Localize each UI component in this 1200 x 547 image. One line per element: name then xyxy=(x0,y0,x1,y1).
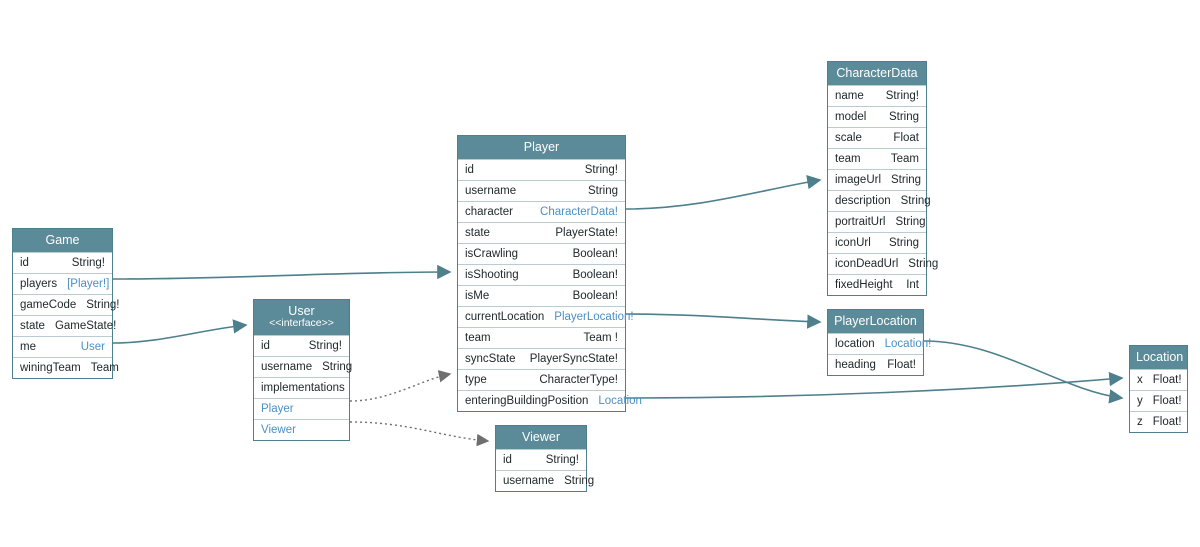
entity-title-text: PlayerLocation xyxy=(834,314,917,328)
entity-title xyxy=(254,300,349,335)
table-row[interactable] xyxy=(828,148,926,169)
field-type: Float! xyxy=(1152,374,1182,387)
field-name: iconUrl xyxy=(835,237,871,250)
field-name: isMe xyxy=(465,290,490,303)
field-type: Int xyxy=(906,279,919,292)
table-row[interactable] xyxy=(254,398,349,419)
field-name: portraitUrl xyxy=(835,216,886,229)
field-name: iconDeadUrl xyxy=(835,258,899,271)
field-name: id xyxy=(20,257,29,270)
entity-title-text: Viewer xyxy=(522,430,560,444)
field-name: character xyxy=(465,206,513,219)
field-type: GameState! xyxy=(54,320,117,333)
table-row[interactable] xyxy=(254,377,349,398)
table-row[interactable] xyxy=(828,333,932,354)
edge-playerlocation-location-location xyxy=(924,341,1122,398)
field-name: username xyxy=(503,475,555,488)
field-type: String xyxy=(908,258,939,271)
field-name: imageUrl xyxy=(835,174,882,187)
entity-title-text: Player xyxy=(523,140,560,154)
field-type: Boolean! xyxy=(572,269,618,282)
entity-stereotype: <<interface>> xyxy=(269,317,334,330)
field-type: String xyxy=(888,237,919,250)
table-row[interactable] xyxy=(828,127,926,148)
table-row[interactable] xyxy=(458,327,625,348)
edge-game-players-player xyxy=(113,272,450,279)
entity-characterdata[interactable] xyxy=(827,61,939,296)
table-row[interactable] xyxy=(828,190,931,211)
field-type: String! xyxy=(545,454,579,467)
field-name: team xyxy=(465,332,491,345)
field-name: Viewer xyxy=(261,423,296,436)
field-name: id xyxy=(261,339,270,352)
table-row[interactable] xyxy=(13,252,112,273)
field-type: String! xyxy=(885,90,919,103)
field-type: String! xyxy=(86,299,120,312)
field-type: Float xyxy=(893,132,919,145)
table-row[interactable] xyxy=(828,85,926,106)
entity-location[interactable] xyxy=(1129,345,1188,433)
field-name: gameCode xyxy=(20,299,77,312)
field-name: username xyxy=(261,360,313,373)
table-row[interactable] xyxy=(254,356,353,377)
entity-title xyxy=(828,310,923,333)
field-name: syncState xyxy=(465,353,516,366)
table-row[interactable] xyxy=(496,449,586,470)
field-name: state xyxy=(20,320,45,333)
field-type: String xyxy=(564,475,595,488)
edge-game-me-user xyxy=(113,325,246,343)
edge-player-character-characterdata xyxy=(626,180,820,209)
field-type: String! xyxy=(308,339,342,352)
field-name: x xyxy=(1137,374,1143,387)
field-name: enteringBuildingPosition xyxy=(465,395,589,408)
field-name: y xyxy=(1137,395,1143,408)
table-row[interactable] xyxy=(1130,369,1187,390)
table-row[interactable] xyxy=(828,211,926,232)
table-row[interactable] xyxy=(13,336,112,357)
table-row[interactable] xyxy=(13,273,112,294)
table-row[interactable] xyxy=(254,335,349,356)
table-row[interactable] xyxy=(828,354,923,375)
field-name: Player xyxy=(261,402,294,415)
field-type: Team ! xyxy=(583,332,618,345)
entity-title-text: User xyxy=(288,304,315,318)
field-name: username xyxy=(465,185,517,198)
field-type: CharacterType! xyxy=(539,374,618,387)
field-name: scale xyxy=(835,132,862,145)
field-type: String xyxy=(888,111,919,124)
field-type: [Player!] xyxy=(67,278,110,291)
field-type: String! xyxy=(71,257,105,270)
edge-player-currentlocation-playerlocation xyxy=(626,314,820,322)
edge-user-viewer-impl xyxy=(350,422,488,441)
entity-game[interactable] xyxy=(12,228,120,379)
entity-user[interactable] xyxy=(253,299,353,441)
field-type: Location! xyxy=(884,338,932,351)
field-type: Team xyxy=(890,153,919,166)
table-row[interactable] xyxy=(828,106,926,127)
table-row[interactable] xyxy=(458,369,625,390)
field-type: String xyxy=(322,360,353,373)
field-type: Boolean! xyxy=(572,248,618,261)
field-name: state xyxy=(465,227,490,240)
field-name: location xyxy=(835,338,875,351)
field-name: team xyxy=(835,153,861,166)
field-name: id xyxy=(503,454,512,467)
table-row[interactable] xyxy=(458,180,625,201)
field-name: type xyxy=(465,374,487,387)
field-name: fixedHeight xyxy=(835,279,893,292)
table-row[interactable] xyxy=(828,232,926,253)
edge-player-enteringbuildingposition-location xyxy=(626,378,1122,398)
field-name: isCrawling xyxy=(465,248,519,261)
entity-player[interactable] xyxy=(457,135,642,412)
entity-title-text: Game xyxy=(45,233,80,247)
table-row[interactable] xyxy=(13,294,120,315)
field-name: name xyxy=(835,90,864,103)
field-type: PlayerLocation! xyxy=(554,311,634,324)
table-row[interactable] xyxy=(496,470,595,491)
entity-title xyxy=(13,229,112,252)
field-type: Boolean! xyxy=(572,290,618,303)
field-name: me xyxy=(20,341,36,354)
field-name: players xyxy=(20,278,58,291)
table-row[interactable] xyxy=(458,201,625,222)
table-row[interactable] xyxy=(828,274,926,295)
entity-title-text: CharacterData xyxy=(836,66,918,80)
table-row[interactable] xyxy=(1130,411,1187,432)
field-name: currentLocation xyxy=(465,311,545,324)
table-row[interactable] xyxy=(13,315,117,336)
table-row[interactable] xyxy=(458,306,634,327)
entity-viewer[interactable] xyxy=(495,425,595,492)
field-type: PlayerState! xyxy=(555,227,618,240)
entity-title xyxy=(828,62,926,85)
field-type: String xyxy=(895,216,926,229)
table-row[interactable] xyxy=(13,357,119,378)
field-name: id xyxy=(465,164,474,177)
table-row[interactable] xyxy=(458,264,625,285)
field-type: String xyxy=(891,174,922,187)
field-type: Float! xyxy=(1152,395,1182,408)
table-row[interactable] xyxy=(828,253,939,274)
field-type: Location xyxy=(598,395,642,408)
entity-title xyxy=(496,426,586,449)
field-type: Team xyxy=(90,362,119,375)
table-row[interactable] xyxy=(458,348,625,369)
field-name: z xyxy=(1137,416,1143,429)
field-type: CharacterData! xyxy=(540,206,618,219)
table-row[interactable] xyxy=(254,419,349,440)
entity-title-text: Location xyxy=(1136,350,1184,364)
table-row[interactable] xyxy=(1130,390,1187,411)
edge-user-player-impl xyxy=(350,374,450,401)
field-type: String xyxy=(587,185,618,198)
entity-title xyxy=(1130,346,1187,369)
field-type: Float! xyxy=(887,359,916,372)
table-row[interactable] xyxy=(458,159,625,180)
table-row[interactable] xyxy=(458,285,625,306)
field-name: winingTeam xyxy=(20,362,81,375)
entity-title xyxy=(458,136,625,159)
table-row[interactable] xyxy=(458,390,642,411)
field-name: description xyxy=(835,195,891,208)
field-type: String xyxy=(900,195,931,208)
field-name: isShooting xyxy=(465,269,519,282)
table-row[interactable] xyxy=(828,169,926,190)
field-type: User xyxy=(80,341,105,354)
entity-playerlocation[interactable] xyxy=(827,309,932,376)
table-row[interactable] xyxy=(458,243,625,264)
field-type: Float! xyxy=(1152,416,1182,429)
field-name: model xyxy=(835,111,867,124)
field-type: String! xyxy=(584,164,618,177)
field-type: PlayerSyncState! xyxy=(529,353,618,366)
field-name: implementations xyxy=(261,381,345,394)
field-name: heading xyxy=(835,359,876,372)
table-row[interactable] xyxy=(458,222,625,243)
